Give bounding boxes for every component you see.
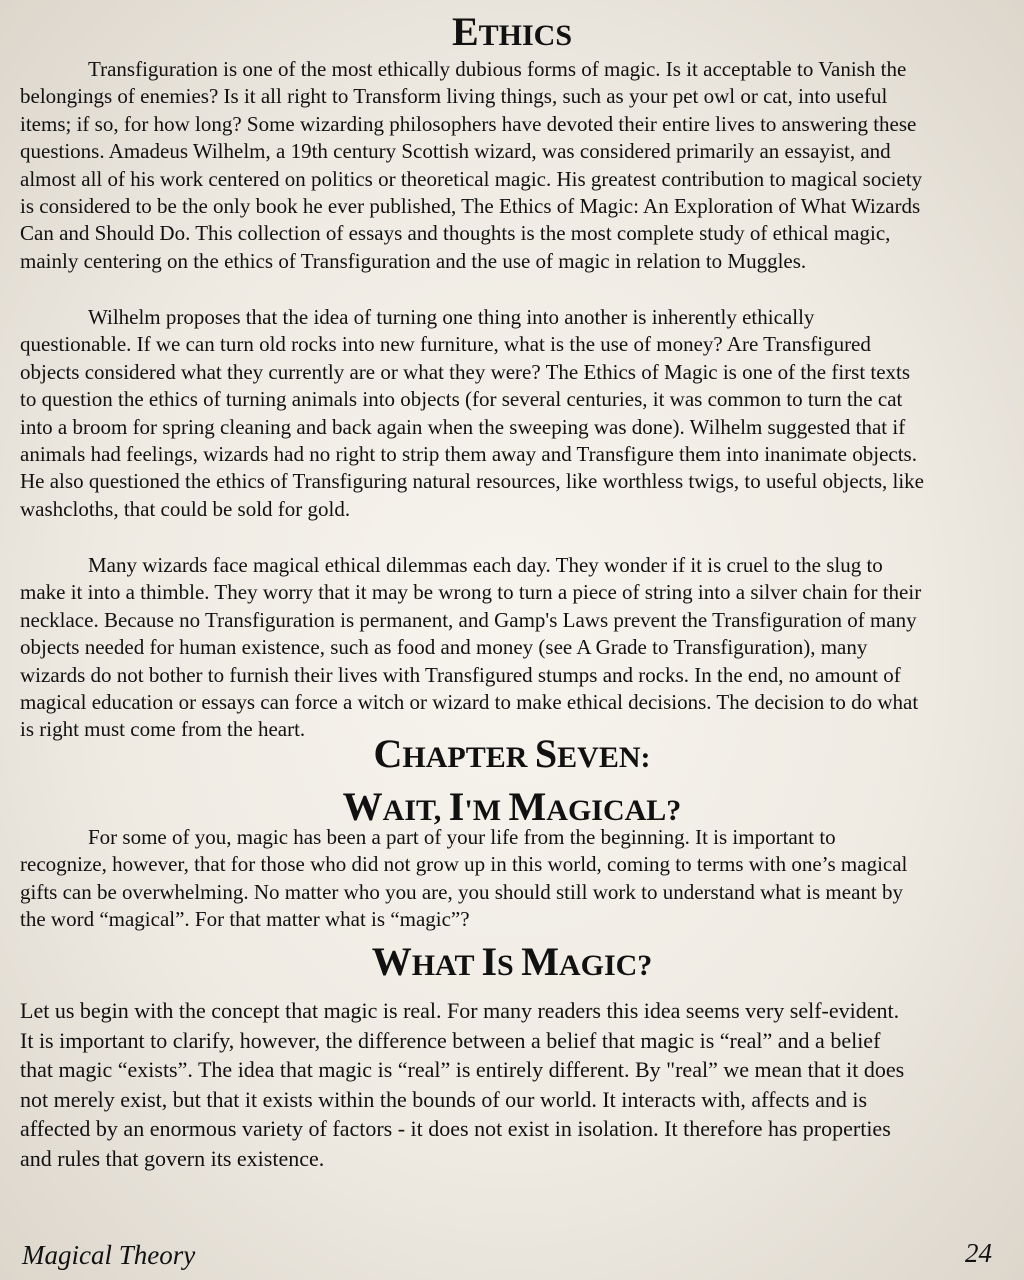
text-line: make it into a thimble. They worry that it may be wrong to turn a piece of string into a silver chain for their: [20, 580, 922, 605]
heading-rest: THICS: [478, 19, 573, 52]
text-line: the word “magical”. For that matter what is “magic”?: [20, 907, 470, 932]
heading-char: M: [521, 939, 559, 984]
text-line: that magic “exists”. The idea that magic is “real” is entirely different. By "real” we mean that it does: [20, 1057, 905, 1083]
text-line: Wilhelm proposes that the idea of turning one thing into another is inherently ethically: [88, 305, 815, 329]
text-line: It is important to clarify, however, the difference between a belief that magic is “real” and a belief: [20, 1027, 881, 1053]
heading-initial: E: [451, 9, 479, 54]
text-line: belongings of enemies? Is it all right to Transform living things, such as your pet owl or cat, into useful: [20, 84, 888, 109]
text-line: not merely exist, but that it exists within the bounds of our world. It interacts with, affects and is: [20, 1086, 868, 1112]
heading-char: W: [371, 939, 412, 984]
text-line: gifts can be overwhelming. No matter who you are, you should still work to understand what is meant by: [20, 879, 903, 904]
heading-char: EVEN:: [557, 741, 651, 774]
text-line: Let us begin with the concept that magic is real. For many readers this idea seems very self-evident.: [20, 998, 900, 1023]
text-line: items; if so, for how long? Some wizarding philosophers have devoted their entire lives to answering these: [20, 111, 917, 136]
text-line: wizards do not bother to furnish their lives with Transfigured stumps and rocks. In the end, no amount of: [20, 662, 901, 687]
text-line: into a broom for spring cleaning and back again when the sweeping was done). Wilhelm suggested that if: [20, 414, 906, 439]
chapter-heading: [0, 732, 1024, 838]
heading-char: AIT,: [382, 794, 449, 827]
text-line: Many wizards face magical ethical dilemmas each day. They wonder if it is cruel to the slug to: [88, 553, 883, 577]
text-line: objects needed for human existence, such as food and money (see A Grade to Transfiguration), many: [20, 635, 868, 660]
heading-char: HAT: [411, 949, 482, 982]
text-line: questions. Amadeus Wilhelm, a 19th century Scottish wizard, was considered primarily an essayist, and: [20, 139, 891, 164]
text-line: questionable. If we can turn old rocks into new furniture, what is the use of money? Are Transfigured: [20, 332, 871, 357]
text-line: Transfiguration is one of the most ethically dubious forms of magic. Is it acceptable to Vanish the: [88, 57, 907, 81]
ethics-paragraph-3: [20, 552, 1010, 744]
text-line: is considered to be the only book he ever published, The Ethics of Magic: An Exploration of What Wizards: [20, 194, 921, 219]
text-line: objects considered what they currently are or what they were? The Ethics of Magic is one of the first texts: [20, 359, 911, 384]
heading-char: AGIC?: [558, 949, 653, 982]
text-line: mainly centering on the ethics of Transfiguration and the use of magic in relation to Muggles.: [20, 248, 807, 273]
ethics-paragraph-2: [20, 304, 1010, 523]
text-line: animals had feelings, wizards had no right to strip them away and Transfigure them into inanimate objects.: [20, 442, 917, 467]
text-line: recognize, however, that for those who did not grow up in this world, coming to terms with one’s magical: [20, 852, 908, 877]
footer-page-number: 24: [965, 1238, 992, 1268]
heading-char: I: [448, 784, 465, 829]
chapter-intro-paragraph: [20, 824, 1010, 934]
heading-char: M: [508, 784, 547, 829]
section-heading-what-is-magic: [0, 938, 1024, 985]
ethics-paragraph-1: [20, 56, 1010, 275]
text-line: necklace. Because no Transfiguration is permanent, and Gamp's Laws prevent the Transfiguration of many: [20, 607, 917, 632]
heading-char: 'M: [464, 794, 509, 827]
section-heading-ethics: [0, 8, 1024, 55]
chapter-title-line-1: [0, 732, 1024, 785]
heading-char: HAPTER: [402, 741, 535, 774]
heading-char: AGICAL?: [546, 794, 682, 827]
text-line: He also questioned the ethics of Transfiguring natural resources, like worthless twigs, to useful objects, like: [20, 469, 924, 494]
text-line: For some of you, magic has been a part of your life from the beginning. It is important to: [88, 825, 836, 849]
text-line: Can and Should Do. This collection of essays and thoughts is the most complete study of ethical magic,: [20, 221, 891, 246]
text-line: magical education or essays can force a witch or wizard to make ethical decisions. The decision to do what: [20, 690, 919, 715]
text-line: washcloths, that could be sold for gold.: [20, 496, 351, 521]
heading-char: C: [373, 731, 403, 776]
what-is-magic-paragraph: [20, 996, 1010, 1174]
text-line: almost all of his work centered on politics or theoretical magic. His greatest contribution to magical society: [20, 166, 923, 191]
heading-char: S: [534, 731, 558, 776]
footer-book-title: Magical Theory: [22, 1240, 196, 1270]
heading-char: W: [342, 784, 383, 829]
text-line: is right must come from the heart.: [20, 717, 306, 742]
text-line: to question the ethics of turning animals into objects (for several centuries, it was common to turn the cat: [20, 387, 903, 412]
heading-char: I: [481, 939, 498, 984]
text-line: and rules that govern its existence.: [20, 1145, 325, 1171]
heading-char: S: [497, 949, 522, 982]
text-line: affected by an enormous variety of factors - it does not exist in isolation. It therefore has properties: [20, 1116, 891, 1142]
